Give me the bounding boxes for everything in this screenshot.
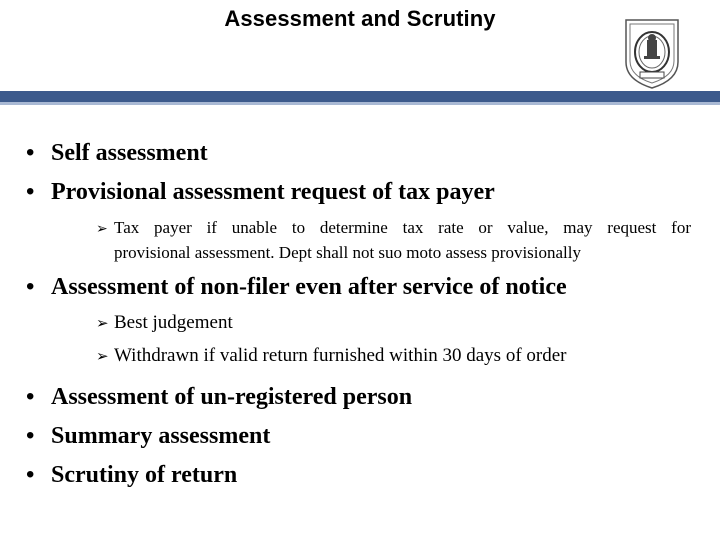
bullet-dot: • — [26, 422, 35, 449]
bullet-text: Assessment of non-filer even after service of notice — [51, 274, 567, 300]
bullet-item — [26, 139, 208, 167]
header-bar-underline — [0, 102, 720, 105]
bullet-text: Assessment of un-registered person — [51, 384, 413, 410]
bullet-text: Provisional assessment request of tax payer — [51, 179, 495, 205]
arrow-bullet-icon: ➢ — [96, 347, 109, 365]
bullet-item — [26, 273, 567, 301]
sub-point-best-judgement — [96, 312, 233, 334]
bullet-dot: • — [26, 461, 35, 488]
sub-point-provisional — [96, 216, 691, 264]
header-bar — [0, 91, 720, 102]
slide-title: Assessment and Scrutiny — [224, 6, 496, 31]
bullet-item — [26, 461, 237, 489]
bullet-dot: • — [26, 273, 35, 300]
arrow-bullet-icon: ➢ — [96, 314, 109, 332]
emblem-seal-icon — [620, 14, 684, 90]
bullet-text: Scrutiny of return — [51, 462, 238, 488]
bullet-text: Self assessment — [51, 140, 208, 166]
sub-point-text: Tax payer if unable to determine tax rate or value, may request for — [114, 218, 691, 237]
bullet-dot: • — [26, 139, 35, 166]
sub-point-text: Withdrawn if valid return furnished within 30 days of order — [114, 345, 567, 366]
bullet-text: Summary assessment — [51, 423, 271, 449]
arrow-bullet-icon: ➢ — [96, 221, 108, 237]
sub-point-text: provisional assessment. Dept shall not suo moto assess provisionally — [114, 243, 581, 262]
bullet-item — [26, 178, 495, 206]
bullet-dot: • — [26, 178, 35, 205]
sub-point-withdrawn — [96, 345, 566, 367]
bullet-dot: • — [26, 383, 35, 410]
bullet-item — [26, 383, 412, 411]
bullet-item — [26, 422, 270, 450]
sub-point-text: Best judgement — [114, 312, 233, 333]
